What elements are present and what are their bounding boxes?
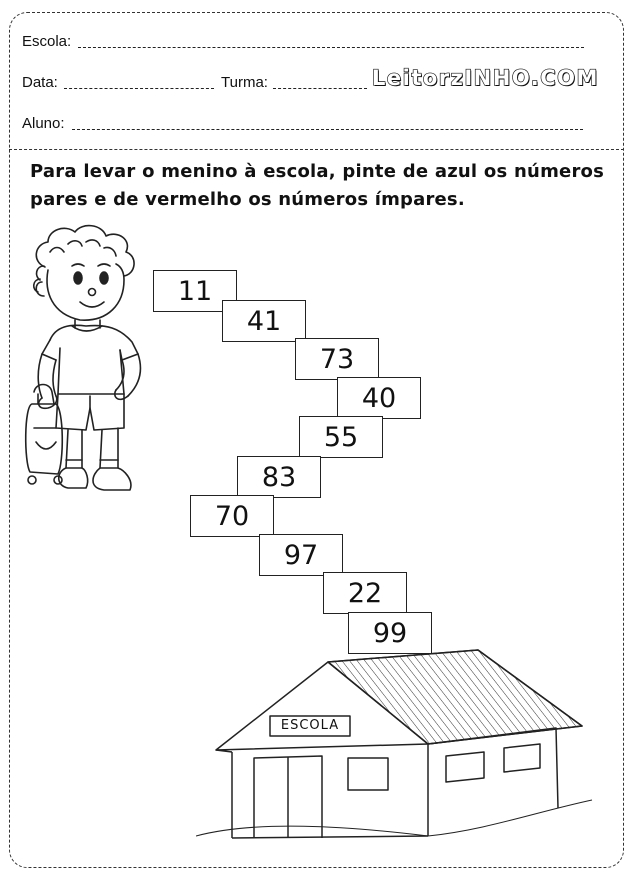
step-number[interactable]: 70 xyxy=(190,495,274,537)
date-label: Data: xyxy=(22,74,58,91)
instruction-text: Para levar o menino à escola, pinte de azul os números pares e de vermelho os números ímpares. xyxy=(30,161,604,210)
header-divider xyxy=(9,149,624,150)
boy-illustration xyxy=(20,222,155,512)
student-field[interactable] xyxy=(72,129,583,130)
step-number[interactable]: 40 xyxy=(337,377,421,419)
step-number[interactable]: 41 xyxy=(222,300,306,342)
step-number[interactable]: 83 xyxy=(237,456,321,498)
school-illustration xyxy=(196,640,596,850)
step-number[interactable]: 99 xyxy=(348,612,432,654)
step-number[interactable]: 22 xyxy=(323,572,407,614)
school-field[interactable] xyxy=(78,47,584,48)
step-number[interactable]: 97 xyxy=(259,534,343,576)
step-number[interactable]: 55 xyxy=(299,416,383,458)
student-label: Aluno: xyxy=(22,115,65,132)
step-number[interactable]: 11 xyxy=(153,270,237,312)
class-label: Turma: xyxy=(221,74,268,91)
step-number[interactable]: 73 xyxy=(295,338,379,380)
class-field[interactable] xyxy=(273,88,367,89)
school-sign-text: ESCOLA xyxy=(280,718,340,733)
brand-logo: LeitorzINHO.COM xyxy=(372,66,599,90)
date-field[interactable] xyxy=(64,88,214,89)
school-label: Escola: xyxy=(22,33,72,50)
